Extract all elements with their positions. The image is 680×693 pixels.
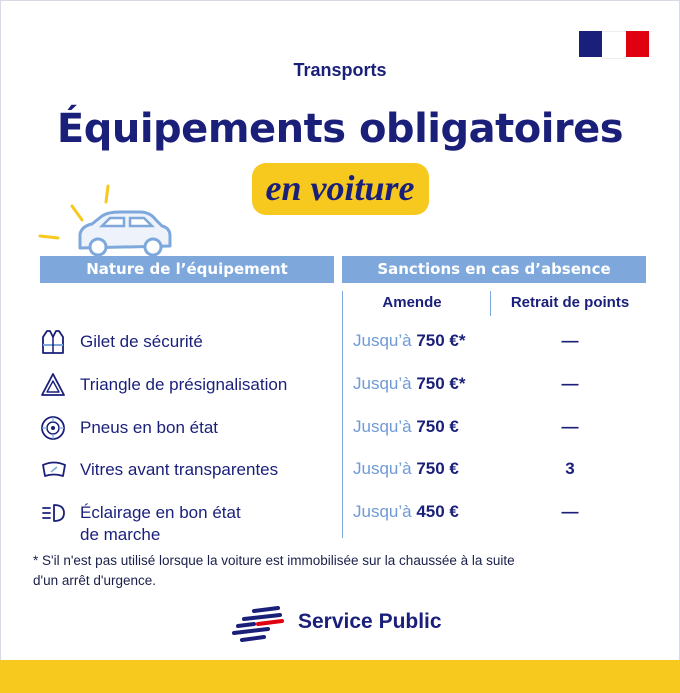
equipment-label: Gilet de sécurité <box>80 332 203 351</box>
table-row <box>0 368 680 404</box>
points-value: — <box>561 502 579 521</box>
service-public-stripes-icon <box>228 605 292 645</box>
page-subtitle: en voiture <box>252 163 429 215</box>
category-label: Transports <box>293 60 387 80</box>
points-value: 3 <box>565 459 575 478</box>
column-header-sanctions: Sanctions en cas d’absence <box>342 256 646 283</box>
points-value: — <box>561 417 579 436</box>
table-row <box>0 411 680 447</box>
page-title: Équipements obligatoires <box>56 106 624 152</box>
bottom-band <box>0 660 680 693</box>
warning-triangle-icon <box>40 372 66 398</box>
fine-amount: Jusqu’à 750 € <box>353 417 459 436</box>
table-row <box>0 496 680 544</box>
car-icon <box>36 180 176 260</box>
fine-amount: Jusqu’à 750 €* <box>353 374 466 393</box>
safety-vest-icon <box>40 329 66 355</box>
service-public-logo: Service Public <box>228 605 458 645</box>
equipment-label: Pneus en bon état <box>80 418 219 437</box>
column-divider <box>490 291 491 316</box>
subheader-points: Retrait de points <box>510 294 630 311</box>
equipment-label: Éclairage en bon état de marche <box>80 503 241 544</box>
headlight-icon <box>40 500 66 526</box>
table-row <box>0 453 680 489</box>
column-header-nature: Nature de l’équipement <box>40 256 334 283</box>
fine-amount: Jusqu’à 450 € <box>353 502 459 521</box>
subheader-amende: Amende <box>382 294 442 311</box>
footnote: * S'il n'est pas utilisé lorsque la voiture est immobilisée sur la chaussée à la suite d'un arrêt d'urgence. <box>33 553 515 588</box>
windshield-icon <box>38 457 70 483</box>
equipment-label: Triangle de présignalisation <box>80 375 288 394</box>
fine-amount: Jusqu’à 750 €* <box>353 331 466 350</box>
fine-amount: Jusqu’à 750 € <box>353 459 459 478</box>
tire-icon <box>40 415 66 441</box>
equipment-label: Vitres avant transparentes <box>80 460 279 479</box>
table-row <box>0 325 680 361</box>
points-value: — <box>561 331 579 350</box>
points-value: — <box>561 374 579 393</box>
republic-flag-logo <box>579 31 649 57</box>
